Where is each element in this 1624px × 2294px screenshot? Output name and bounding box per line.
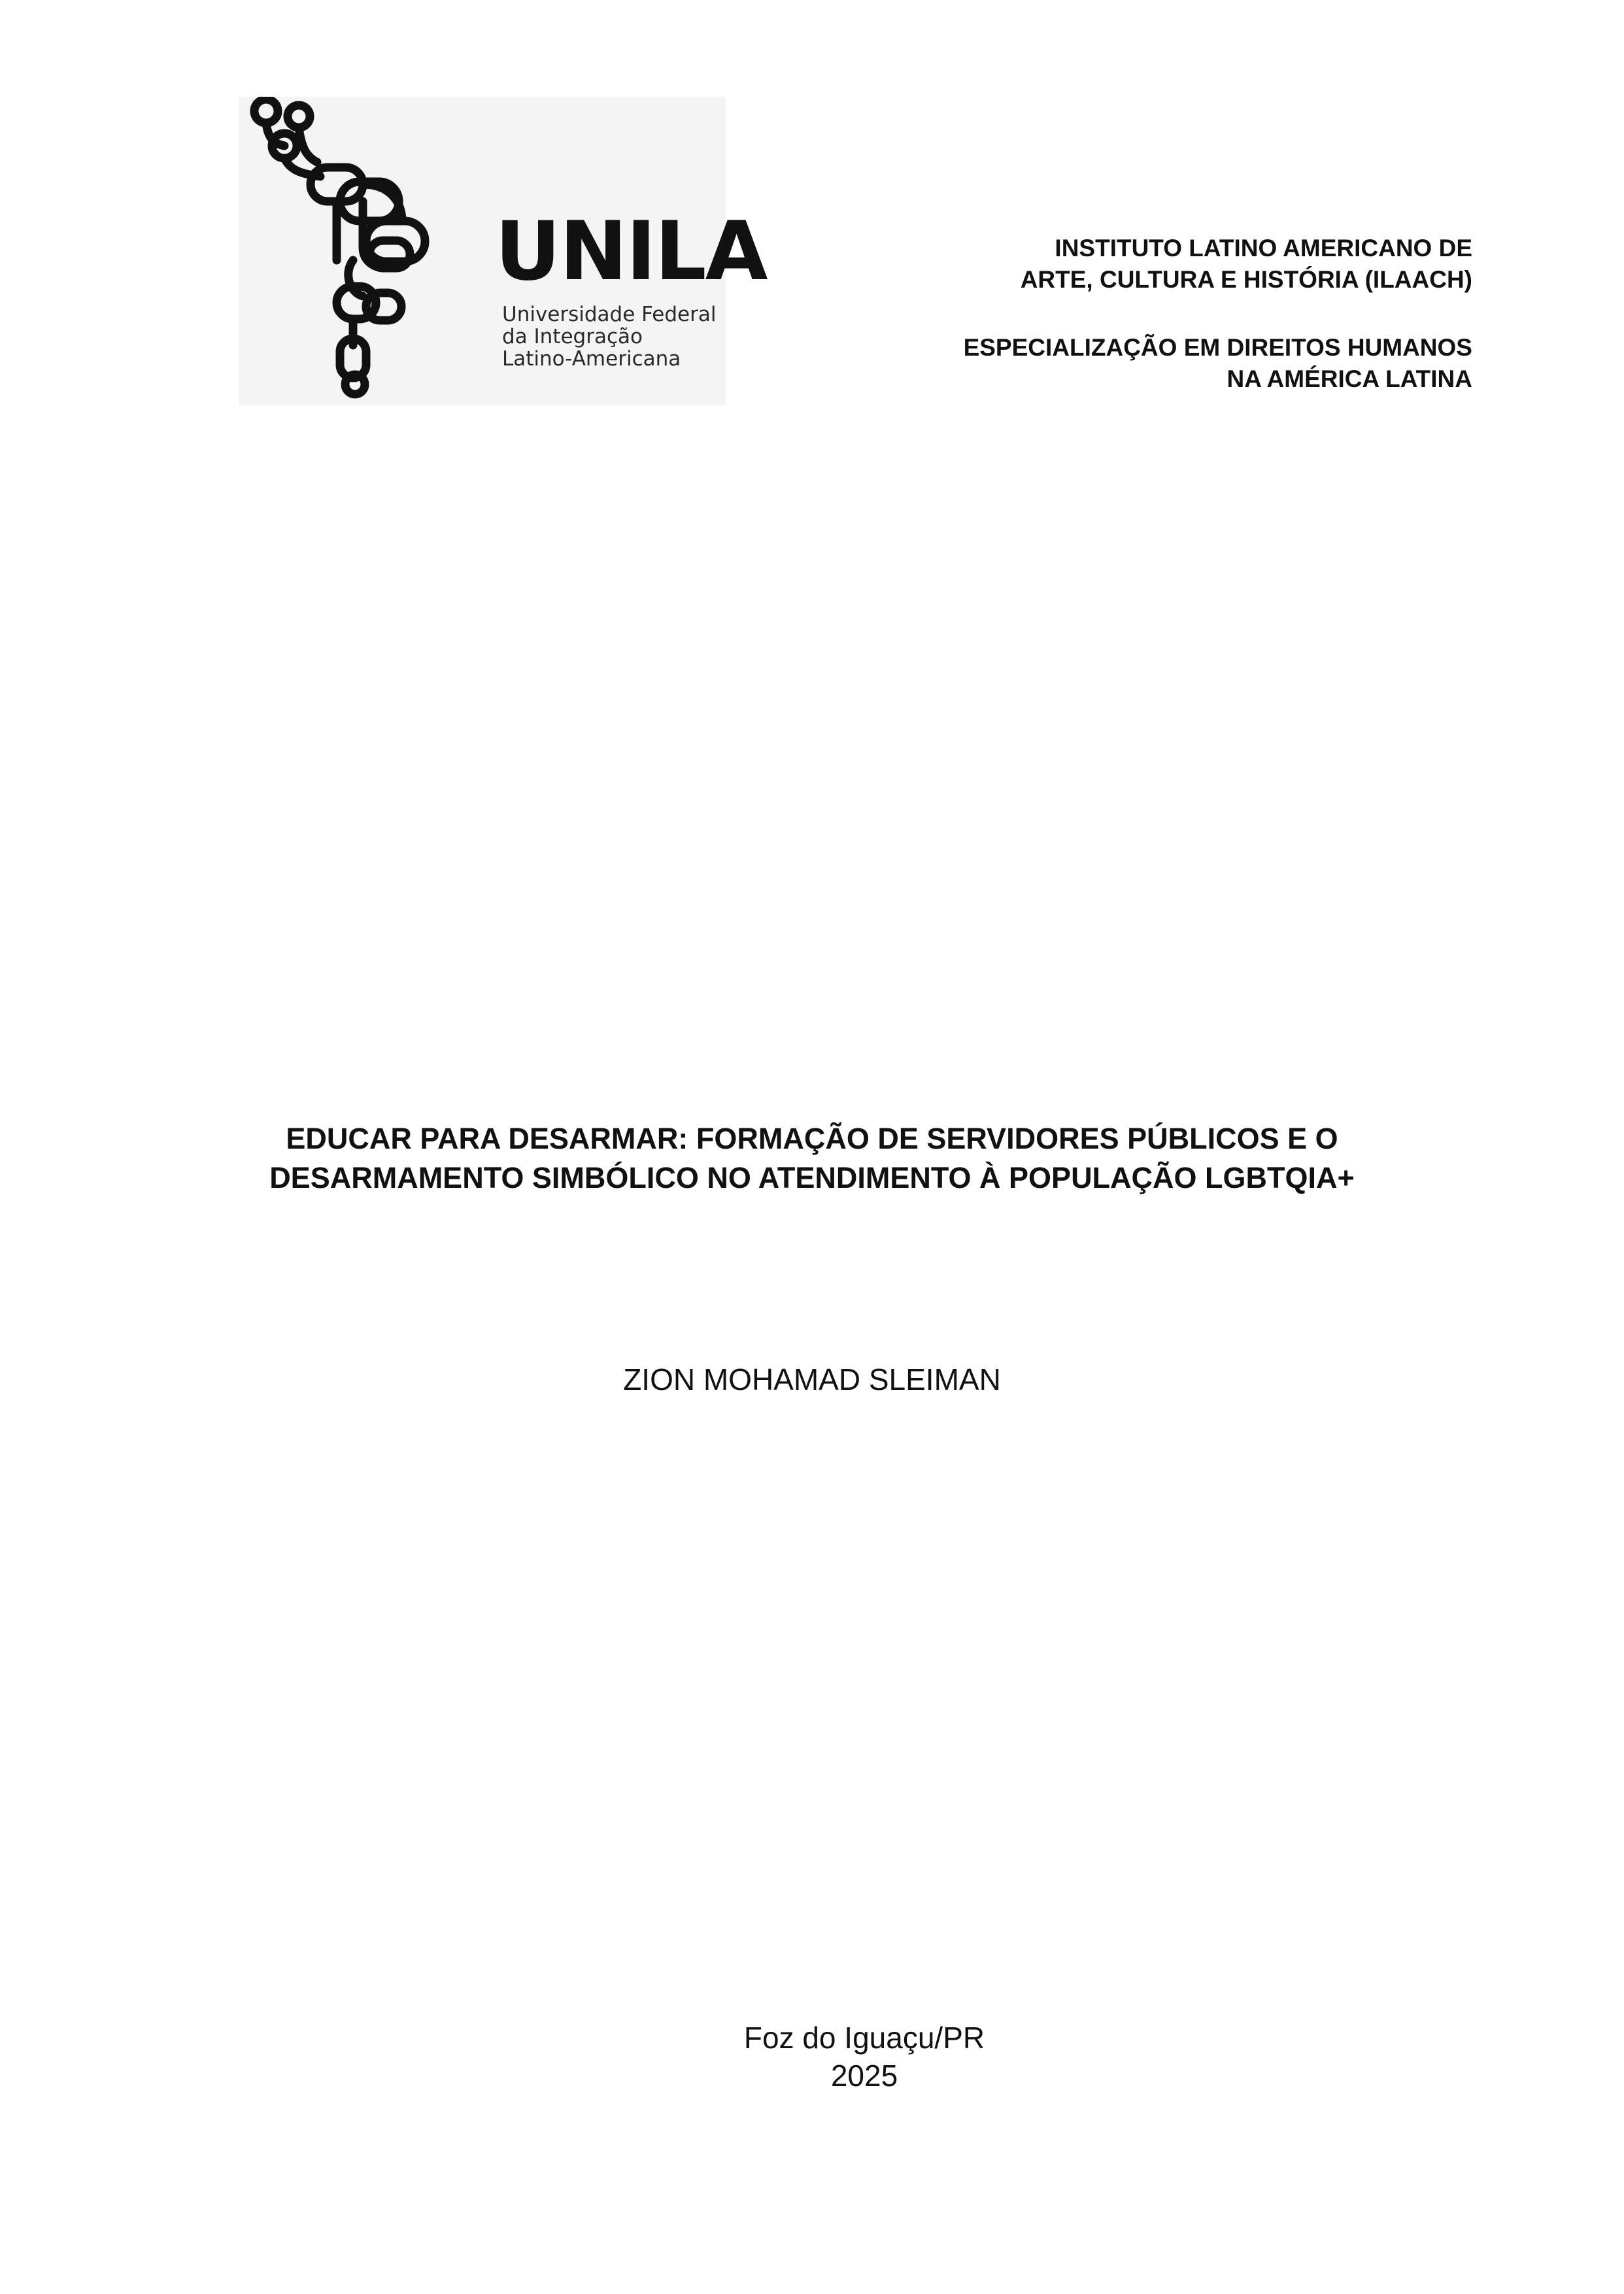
institute-line-2: ARTE, CULTURA E HISTÓRIA (ILAACH) xyxy=(1020,266,1472,293)
logo-wordmark: UNILA xyxy=(495,205,767,299)
institute-line-1: INSTITUTO LATINO AMERICANO DE xyxy=(1055,235,1472,261)
title-line-2: DESARMAMENTO SIMBÓLICO NO ATENDIMENTO À POPULAÇÃO LGBTQIA+ xyxy=(269,1161,1355,1194)
program-line-1: ESPECIALIZAÇÃO EM DIREITOS HUMANOS xyxy=(963,334,1472,361)
logo-subtitle-line-1: Universidade Federal xyxy=(502,303,717,326)
logo-subtitle-line-2: da Integração xyxy=(502,325,643,348)
institute-heading xyxy=(1021,233,1472,295)
publication-year: 2025 xyxy=(830,2059,898,2093)
program-line-2: NA AMÉRICA LATINA xyxy=(1226,365,1472,392)
title-line-1: EDUCAR PARA DESARMAR: FORMAÇÃO DE SERVIDORES PÚBLICOS E O xyxy=(286,1122,1338,1155)
unila-emblem-icon xyxy=(239,97,494,405)
program-heading xyxy=(964,332,1472,395)
document-title xyxy=(0,1119,1624,1198)
author-name: ZION MOHAMAD SLEIMAN xyxy=(623,1362,1001,1396)
unila-logo xyxy=(239,97,767,405)
logo-subtitle-line-3: Latino-Americana xyxy=(502,347,681,371)
publication-place: Foz do Iguaçu/PR xyxy=(743,2021,985,2055)
